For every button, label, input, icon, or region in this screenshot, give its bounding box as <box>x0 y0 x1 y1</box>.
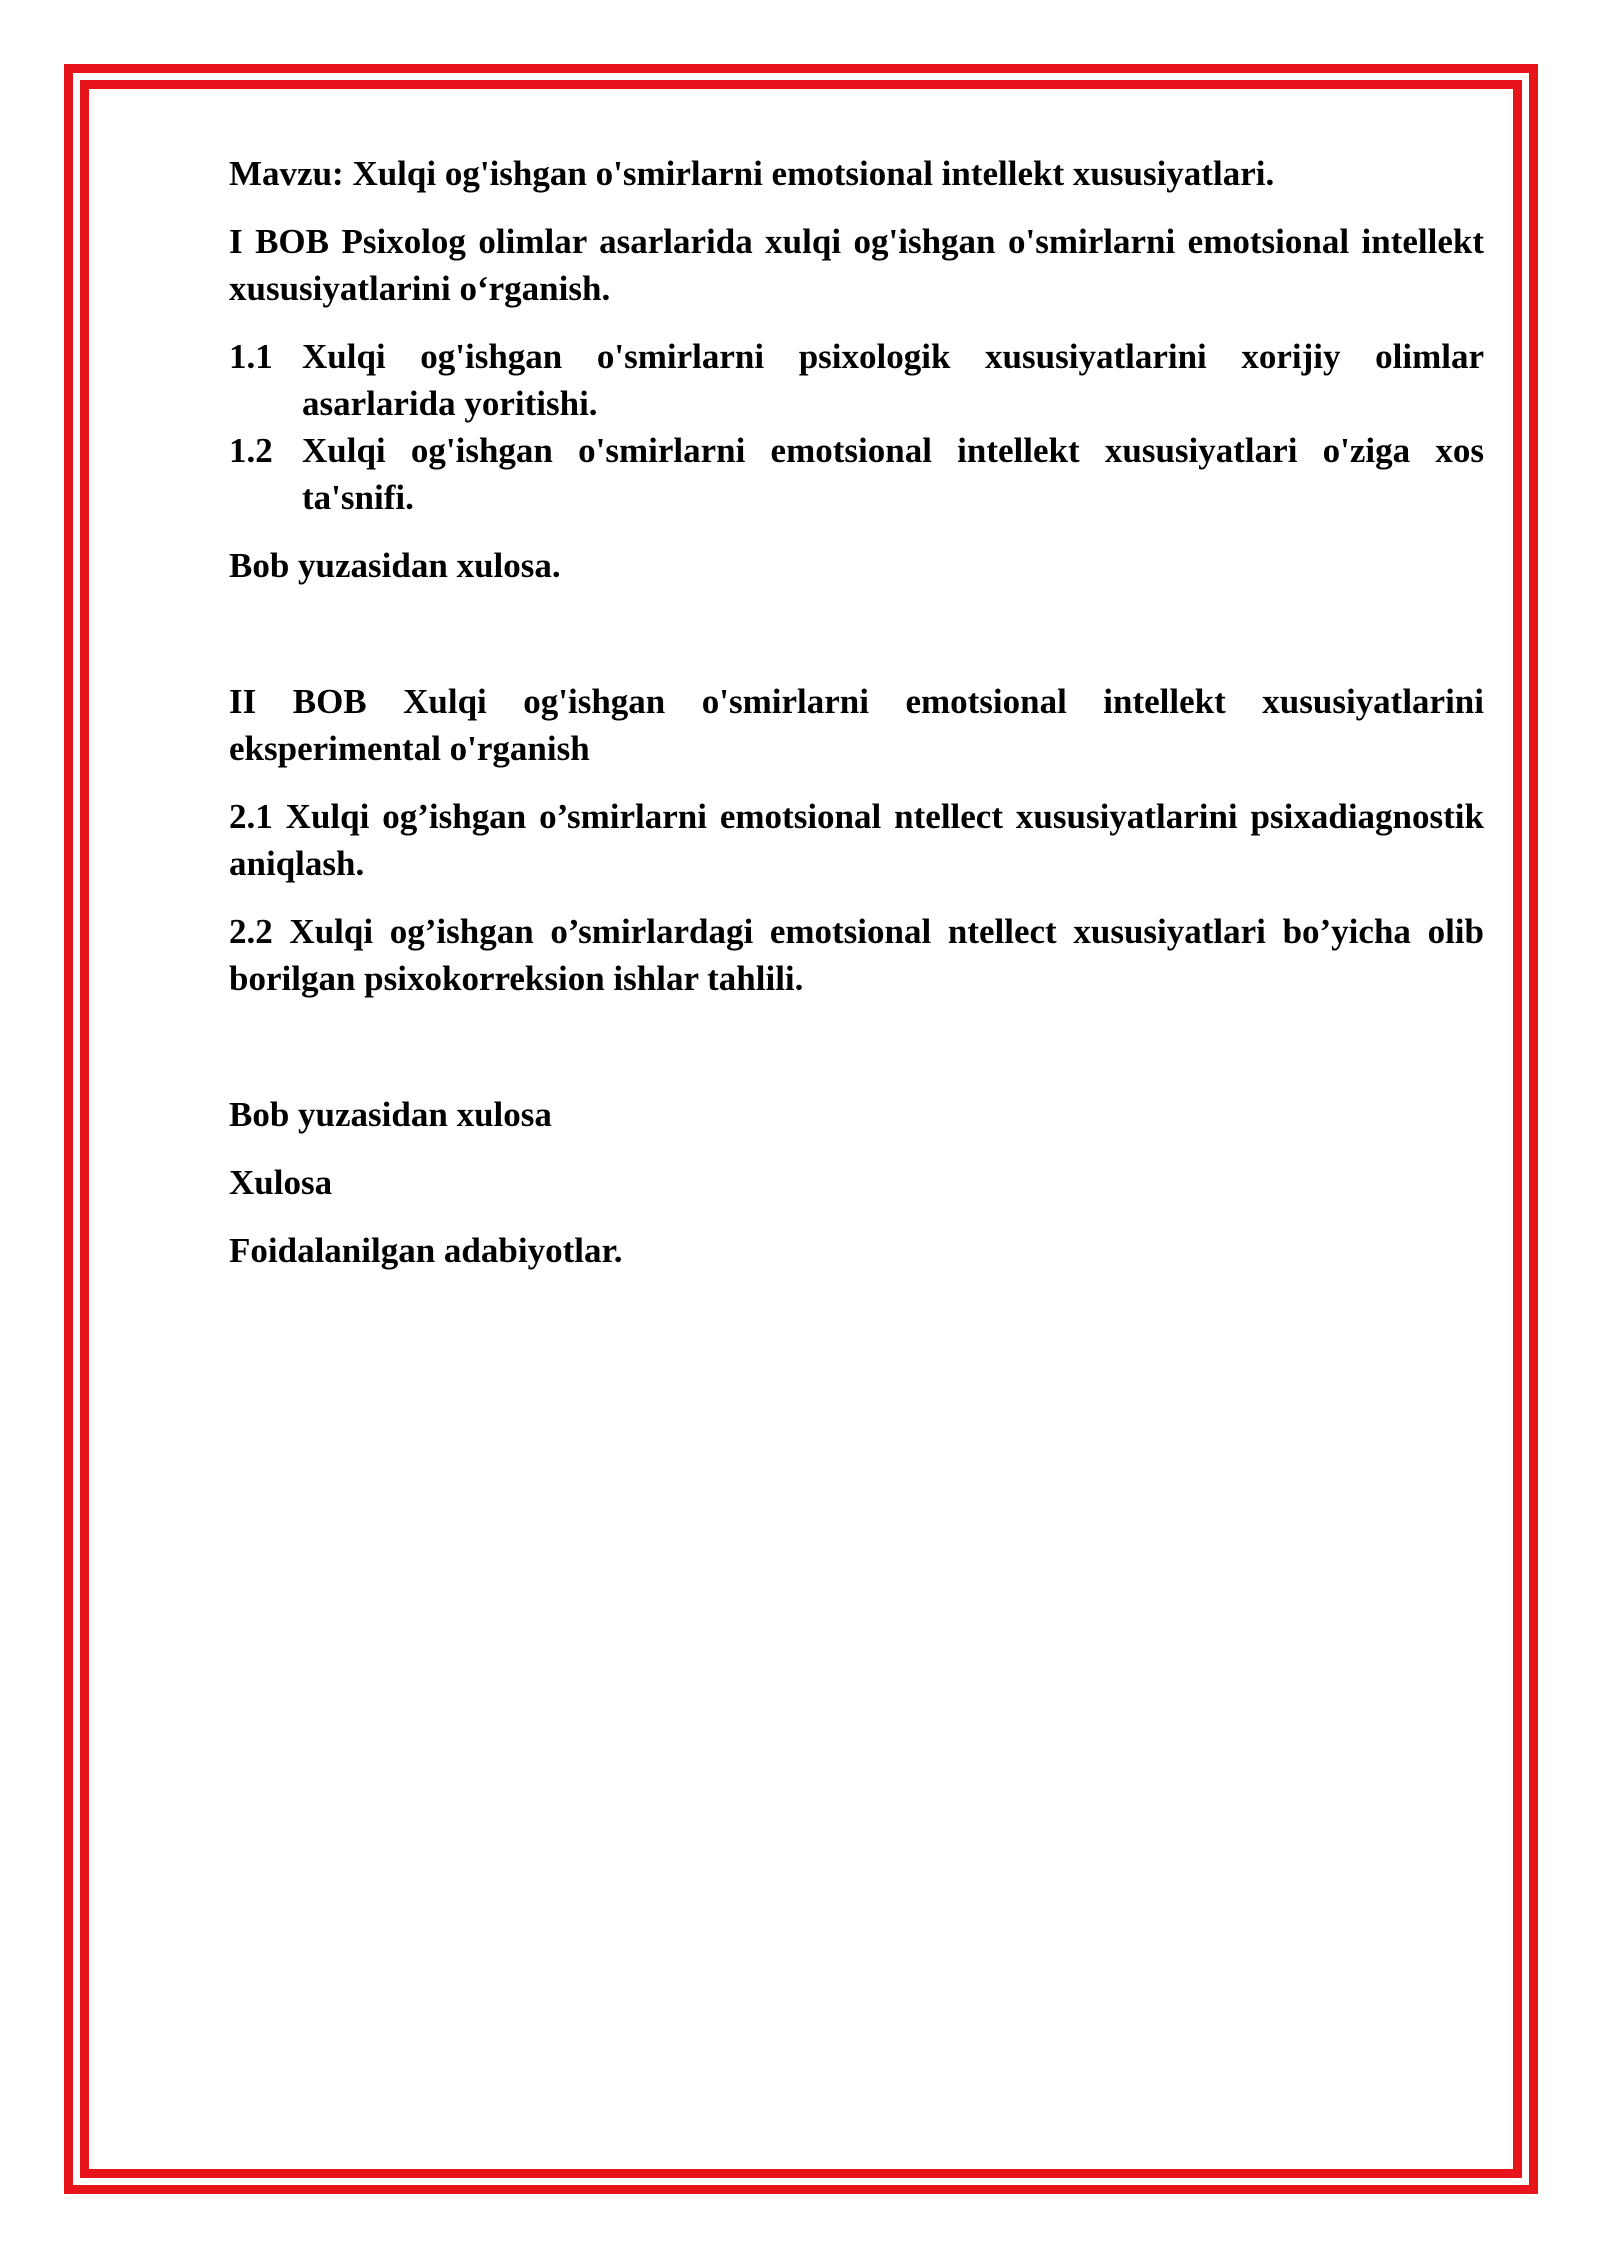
references-heading: Foidalanilgan adabiyotlar. <box>229 1231 623 1270</box>
chapter-1-conclusion: Bob yuzasidan xulosa. <box>229 546 561 585</box>
spacer <box>229 610 1484 678</box>
spacer <box>229 1023 1484 1091</box>
chapter-1-sections <box>229 333 1484 521</box>
table-of-contents <box>229 150 1484 1295</box>
chapter-2-title: II BOB Xulqi og'ishgan o'smirlarni emotsional intellekt xususiyatlarini eksperimental o'rganish <box>229 682 1484 768</box>
section-1-2 <box>229 427 1484 521</box>
topic-heading: Mavzu: Xulqi og'ishgan o'smirlarni emotsional intellekt xususiyatlari. <box>229 154 1275 193</box>
section-number: 1.1 <box>229 337 273 376</box>
section-2-2: 2.2 Xulqi og’ishgan o’smirlardagi emotsional ntellect xususiyatlari bo’yicha olib borilgan psixokorreksion ishlar tahlili. <box>229 912 1484 998</box>
chapter-1-title: I BOB Psixolog olimlar asarlarida xulqi og'ishgan o'smirlarni emotsional intellekt xususiyatlarini o‘rganish. <box>229 222 1484 308</box>
section-text: Xulqi og'ishgan o'smirlarni psixologik xususiyatlarini xorijiy olimlar asarlarida yoritishi. <box>302 337 1484 423</box>
section-number: 1.2 <box>229 431 273 470</box>
summary-heading: Xulosa <box>229 1163 333 1202</box>
section-1-1 <box>229 333 1484 427</box>
section-text: Xulqi og'ishgan o'smirlarni emotsional intellekt xususiyatlari o'ziga xos ta'snifi. <box>302 431 1484 517</box>
chapter-2-conclusion: Bob yuzasidan xulosa <box>229 1095 552 1134</box>
section-2-1: 2.1 Xulqi og’ishgan o’smirlarni emotsional ntellect xususiyatlarini psixadiagnostik aniqlash. <box>229 797 1484 883</box>
